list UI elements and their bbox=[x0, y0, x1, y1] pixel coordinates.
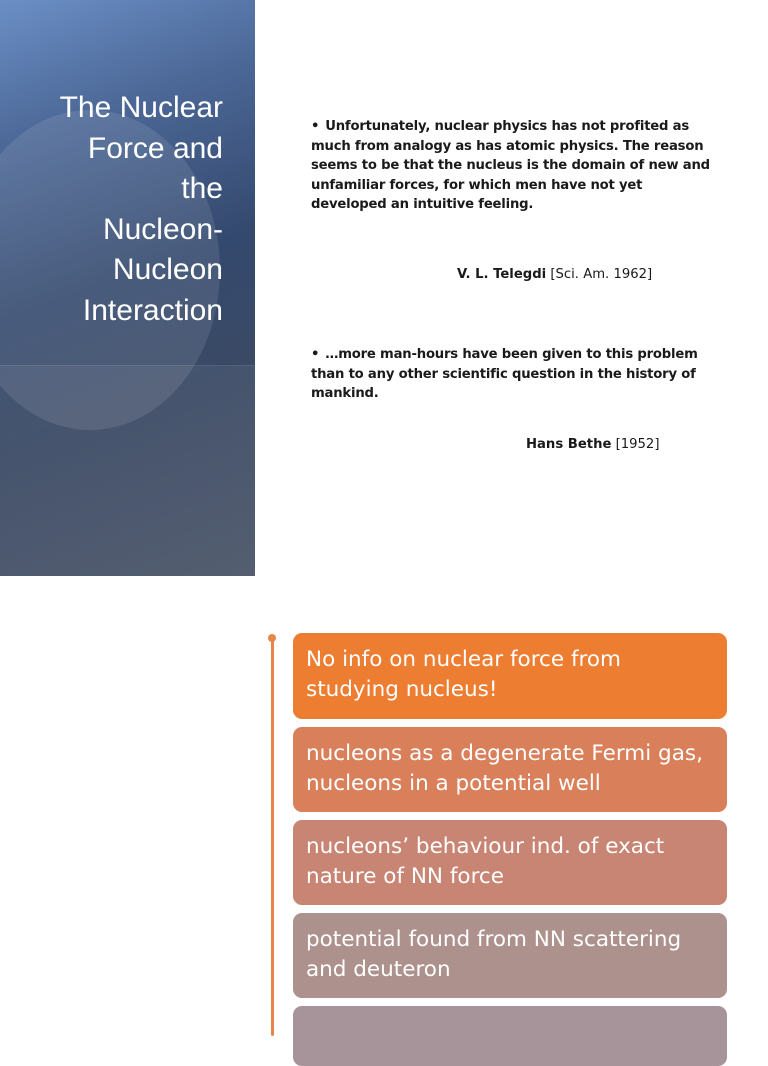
quote-source: [1952] bbox=[615, 437, 660, 452]
process-box-text: potential found from NN scattering and deuteron bbox=[306, 927, 682, 982]
title-line: Nucleon bbox=[112, 253, 223, 286]
title-line: Force and bbox=[87, 131, 223, 165]
process-box-text: nucleons as a degenerate Fermi gas, nucleons in a potential well bbox=[306, 741, 703, 796]
quote-attribution bbox=[457, 267, 652, 282]
decorative-band bbox=[0, 365, 255, 576]
quote-attribution bbox=[526, 437, 659, 452]
title-line: the bbox=[181, 172, 223, 205]
quote-telegdi bbox=[311, 117, 721, 215]
title-line: The Nuclear bbox=[59, 91, 223, 124]
process-box bbox=[293, 727, 727, 812]
process-box bbox=[293, 820, 727, 905]
quote-bethe bbox=[311, 345, 716, 404]
title-side-panel bbox=[0, 0, 255, 576]
quote-text: …more man-hours have been given to this problem than to any other scientific question in the history of mankind. bbox=[311, 347, 698, 401]
process-box bbox=[293, 633, 727, 719]
process-box-text: No info on nuclear force from studying nucleus! bbox=[306, 647, 621, 702]
quote-author: V. L. Telegdi bbox=[457, 267, 547, 282]
bullet-icon: • bbox=[311, 347, 320, 362]
timeline-line bbox=[271, 636, 274, 1036]
quote-source: [Sci. Am. 1962] bbox=[550, 267, 653, 282]
slide-title bbox=[20, 88, 223, 331]
slide-2 bbox=[0, 576, 768, 1024]
process-box bbox=[293, 913, 727, 998]
process-box bbox=[293, 1006, 727, 1066]
quote-text: Unfortunately, nuclear physics has not profited as much from analogy as has atomic physics. The reason seems to be that the nucleus is the domain of new and unfamiliar forces, for which men have not yet developed an intuitive feeling. bbox=[311, 119, 710, 212]
title-line: Nucleon- bbox=[102, 212, 223, 246]
process-box-text: nucleons’ behaviour ind. of exact nature of NN force bbox=[306, 834, 665, 889]
bullet-icon: • bbox=[311, 119, 320, 134]
quote-author: Hans Bethe bbox=[526, 437, 612, 452]
title-line: Interaction bbox=[82, 293, 223, 327]
